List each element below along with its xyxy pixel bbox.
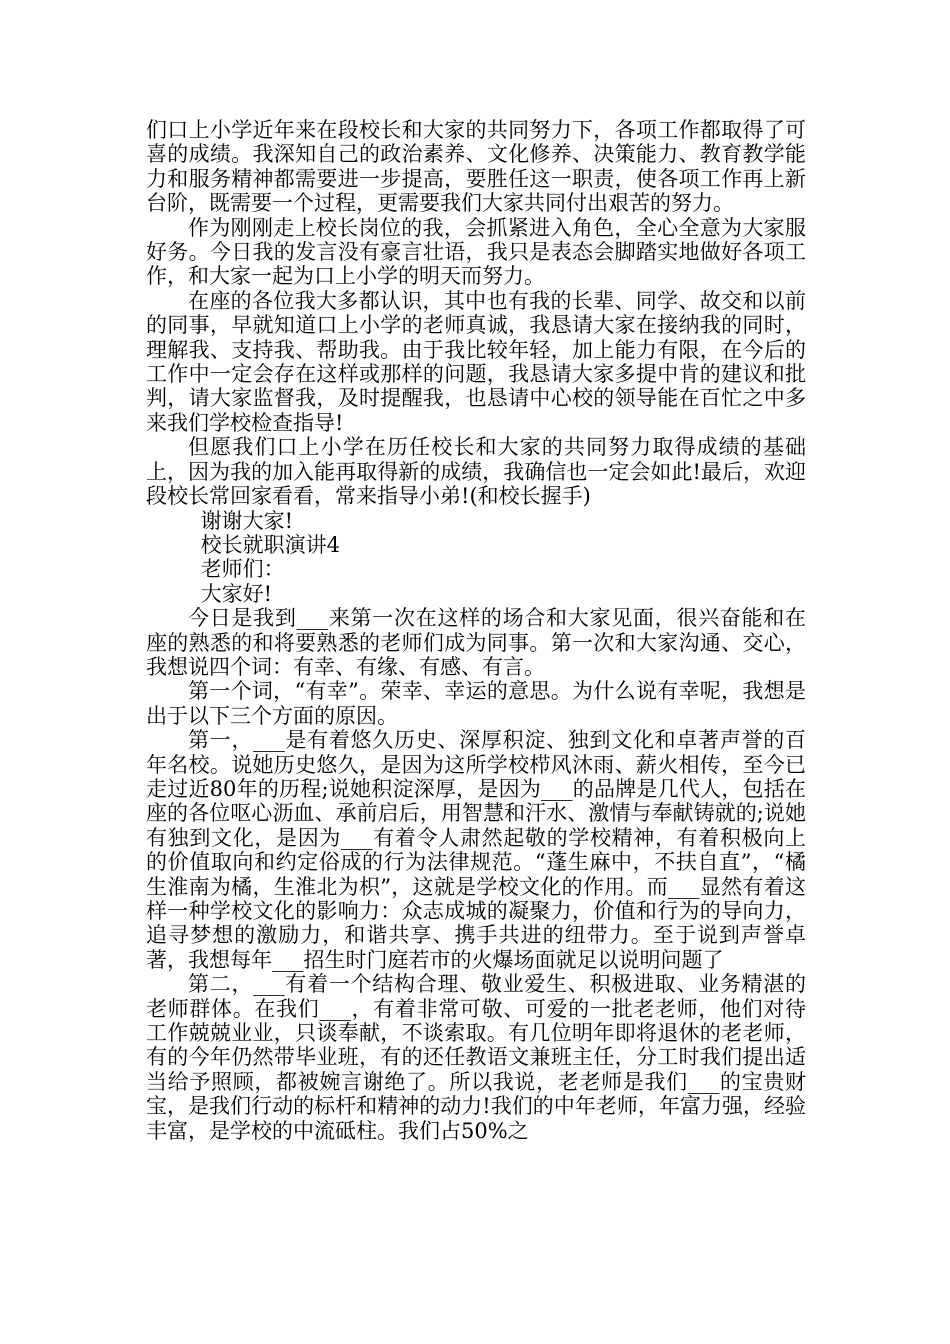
paragraph-new-role: 作为刚刚走上校长岗位的我，会抓紧进入角色，全心全意为大家服好务。今日我的发言没有豪言壮语，我只是表态会脚踏实地做好各项工作，和大家一起为口上小学的明天而努力。	[146, 215, 806, 289]
paragraph-intro: 今日是我到___来第一次在这样的场合和大家见面，很兴奋能和在座的熟悉的和将要熟悉的老师们成为同事。第一次和大家沟通、交心，我想说四个词：有幸、有缘、有感、有言。	[146, 606, 806, 679]
paragraph-point-two: 第二，___有着一个结构合理、敬业爱生、积极进取、业务精湛的老师群体。在我们___，有着非常可敬、可爱的一批老老师，他们对待工作兢兢业业，只谈奉献，不谈索取。有几位明年即将退休的老老师，有的今年仍然带毕业班，有的还任教语文兼班主任，分工时我们提出适当给予照顾，都被婉言谢绝了。所以我说，老老师是我们___的宝贵财宝，是我们行动的标杆和精神的动力!我们的中年老师，年富力强，经验丰富，是学校的中流砥柱。我们占50%之	[146, 972, 806, 1143]
paragraph-continuation: 们口上小学近年来在段校长和大家的共同努力下，各项工作都取得了可喜的成绩。我深知自己的政治素养、文化修养、决策能力、教育教学能力和服务精神都需要进一步提高，要胜任这一职责，使各项工作再上新台阶，既需要一个过程，更需要我们大家共同付出艰苦的努力。	[146, 118, 806, 216]
section-title: 校长就职演讲4	[200, 532, 340, 557]
thanks-line: 谢谢大家!	[200, 508, 294, 533]
paragraph-first-word: 第一个词，“有幸”。荣幸、幸运的意思。为什么说有幸呢，我想是出于以下三个方面的原因。	[146, 679, 806, 728]
paragraph-hope: 但愿我们口上小学在历任校长和大家的共同努力取得成绩的基础上，因为我的加入能再取得新的成绩，我确信也一定会如此!最后，欢迎段校长常回家看看，常来指导小弟!(和校长握手)	[146, 435, 806, 509]
salutation-teachers: 老师们：	[200, 557, 285, 582]
document-page	[146, 118, 806, 1143]
paragraph-point-one: 第一，___是有着悠久历史、深厚积淀、独到文化和卓著声誉的百年名校。说她历史悠久，是因为这所学校栉风沐雨、薪火相传，至今已走过近80年的历程;说她积淀深厚，是因为___的品牌是几代人，包括在座的各位呕心沥血、承前启后，用智慧和汗水、激情与奉献铸就的;说她有独到文化，是因为___有着令人肃然起敬的学校精神，有着积极向上的价值取向和约定俗成的行为法律规范。“蓬生麻中，不扶自直”，“橘生淮南为橘，生淮北为枳”，这就是学校文化的作用。而___显然有着这样一种学校文化的影响力：众志成城的凝聚力，价值和行为的导向力，追寻梦想的激励力，和谐共享、携手共进的纽带力。至于说到声誉卓著，我想每年___招生时门庭若市的火爆场面就足以说明问题了	[146, 728, 806, 972]
greeting-line: 大家好!	[200, 581, 273, 606]
paragraph-colleagues: 在座的各位我大多都认识，其中也有我的长辈、同学、故交和以前的同事，早就知道口上小学的老师真诚，我恳请大家在接纳我的同时，理解我、支持我、帮助我。由于我比较年轻，加上能力有限，在今后的工作中一定会存在这样或那样的问题，我恳请大家多提中肯的建议和批判，请大家监督我，及时提醒我，也恳请中心校的领导能在百忙之中多来我们学校检查指导!	[146, 288, 806, 435]
